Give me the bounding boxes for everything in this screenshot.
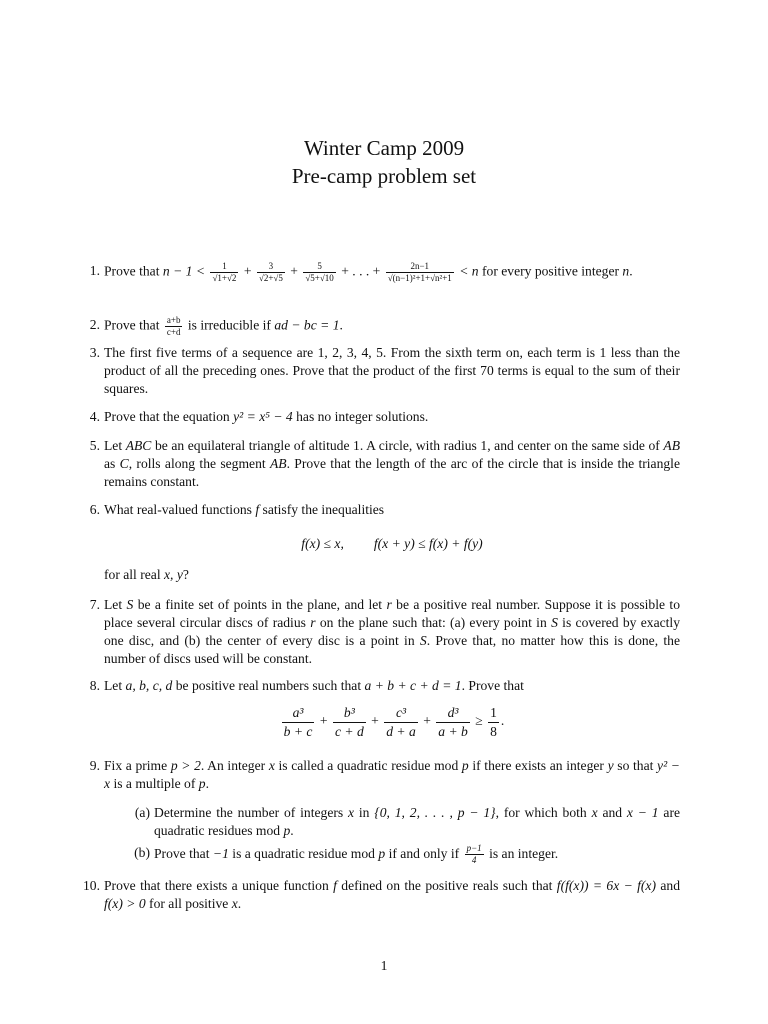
problem-9-part-b: (b) Prove that −1 is a quadratic residue mod p if and only if $\frac{p-1}{4}$ is an integer. xyxy=(154,844,680,865)
problem-text: Let S be a finite set of points in the plane, and let r be a positive real number. Suppose it is possible to place several circular discs of radius r on the plane such that: (a) every point in S is covered by exactly one disc, and (b) the center of every disc is a point in S. Prove that, no matter how this is done, the number of discs used will be constant. xyxy=(104,597,680,666)
problem-number: 8. xyxy=(89,678,100,693)
fraction: $\frac{1}{√1+√2}$ xyxy=(212,261,237,283)
title-line-2: Pre-camp problem set xyxy=(291,164,477,188)
problem-text: Prove that the equation y² = x⁵ − 4 has no integer solutions. xyxy=(104,409,429,424)
problem-9 xyxy=(89,757,680,793)
problem-number: 2. xyxy=(89,317,100,332)
fraction: $\frac{2n-1}{\text{√(n−1)²+1+√n²+1}}$ xyxy=(387,261,452,283)
title-line-1: Winter Camp 2009 xyxy=(303,136,465,160)
problem-5 xyxy=(89,437,680,491)
page-number: 1 xyxy=(380,958,388,973)
problem-text: What real-valued functions f satisfy the inequalities xyxy=(104,502,385,517)
fraction: $\frac{1}{8}$ xyxy=(490,705,497,739)
problem-7 xyxy=(89,596,680,668)
fraction: $\frac{p-1}{4}$ xyxy=(466,843,482,865)
problem-8 xyxy=(89,677,680,695)
problem-text: Prove that n − 1 < $\frac{1}{√1+√2}$ + $\frac{3}{√2+√5}$ + $\frac{5}{√5+√10}$ + . . . + $\frac{2n-1}{\text{√(n−1)²+1+√n²+1}}$ < n for every positive integer n. xyxy=(104,261,633,283)
problem-number: 4. xyxy=(89,409,100,424)
problem-6-continued: for all real x, y? xyxy=(104,567,189,582)
problem-6 xyxy=(89,501,680,519)
problem-1 xyxy=(89,261,680,283)
display-inequality: $\frac{\text{a³}}{b + c}$ + $\frac{\text{b³}}{c + d}$ + $\frac{\text{c³}}{d + a}$ + $\frac{\text{d³}}{a + b}$ ≥ $\frac{1}{8}$ . xyxy=(283,705,505,739)
fraction: $\frac{5}{√5+√10}$ xyxy=(305,261,334,283)
fraction: $\frac{3}{√2+√5}$ xyxy=(258,261,283,283)
problem-text: The first five terms of a sequence are 1, 2, 3, 4, 5. From the sixth term on, each term is 1 less than the product of all the preceding ones. Prove that the product of the first 70 terms is equal to the sum of their squares. xyxy=(104,345,680,396)
problem-number: 10. xyxy=(83,878,100,893)
problem-text: Let ABC be an equilateral triangle of altitude 1. A circle, with radius 1, and center on the same side of AB as C, rolls along the segment AB. Prove that the length of the arc of the circle that is inside the triangle remains constant. xyxy=(104,438,680,489)
part-label: (b) xyxy=(134,845,150,860)
fraction: $\frac{\text{a³}}{b + c}$ xyxy=(283,705,313,739)
fraction: $\frac{\text{c³}}{d + a}$ xyxy=(386,705,416,739)
problem-text: Prove that $\frac{a+b}{c+d}$ is irreducible if ad − bc = 1. xyxy=(104,315,343,337)
display-inequalities: f(x) ≤ x, f(x + y) ≤ f(x) + f(y) xyxy=(301,536,483,551)
problem-text: Prove that there exists a unique function f defined on the positive reals such that f(f(x)) = 6x − f(x) and f(x) > 0 for all positive x. xyxy=(104,878,680,911)
problem-text: Let a, b, c, d be positive real numbers such that a + b + c + d = 1. Prove that xyxy=(104,678,524,693)
problem-2 xyxy=(89,315,680,337)
problem-3 xyxy=(89,344,680,398)
fraction: $\frac{a+b}{c+d}$ xyxy=(166,315,181,337)
problem-number: 6. xyxy=(89,502,100,517)
problem-text: Fix a prime p > 2. An integer x is called a quadratic residue mod p if there exists an integer y so that y² − x is a multiple of p. xyxy=(104,758,680,791)
fraction: $\frac{\text{b³}}{c + d}$ xyxy=(334,705,364,739)
problem-number: 3. xyxy=(89,345,100,360)
problem-10 xyxy=(83,877,680,913)
part-label: (a) xyxy=(134,805,150,820)
problem-9-part-a: (a) Determine the number of integers x in {0, 1, 2, . . . , p − 1}, for which both x and x − 1 are quadratic residues mod p. xyxy=(154,804,680,840)
problem-number: 5. xyxy=(89,438,100,453)
problem-number: 9. xyxy=(89,758,100,773)
problem-number: 7. xyxy=(89,597,100,612)
problem-number: 1. xyxy=(89,263,100,278)
fraction: $\frac{\text{d³}}{a + b}$ xyxy=(438,705,468,739)
problem-4 xyxy=(89,408,680,426)
